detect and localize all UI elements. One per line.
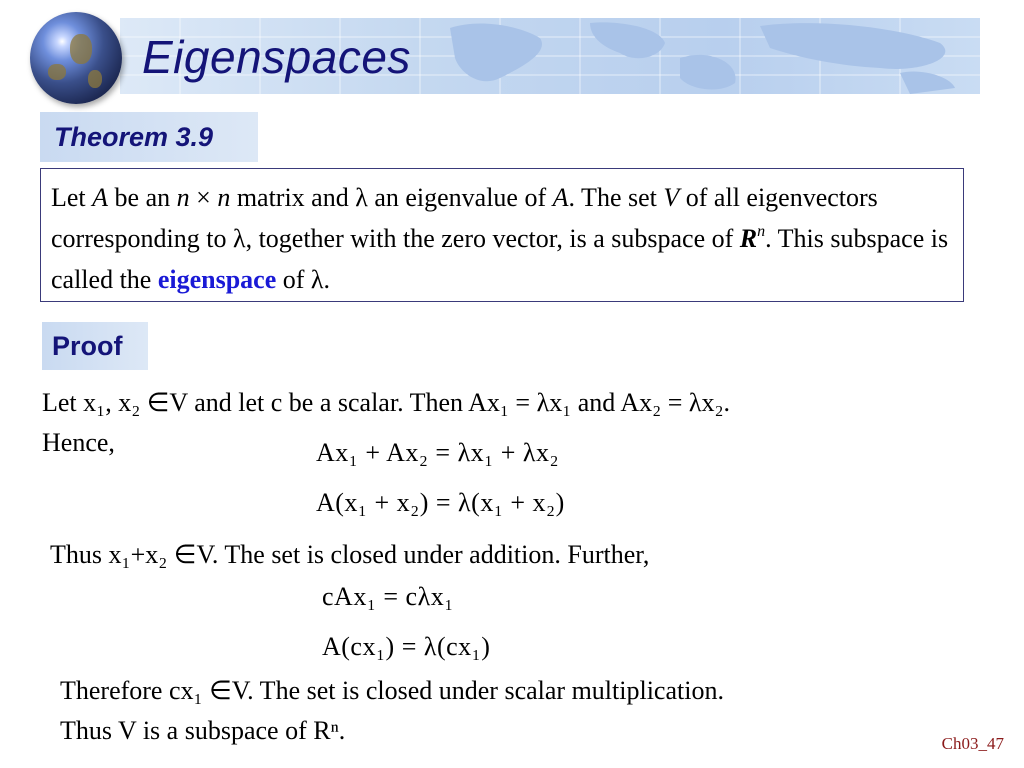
theorem-real-space: R [739, 224, 758, 253]
theorem-var: n [217, 183, 231, 212]
theorem-text: matrix and λ an eigenvalue of [230, 183, 553, 212]
equation-4: A(cx₁) = λ(cx₁) [322, 632, 491, 661]
proof-line-2: Hence, [42, 428, 115, 457]
theorem-text: × [189, 183, 218, 212]
theorem-text: . The set [568, 183, 664, 212]
slide-title: Eigenspaces [142, 31, 411, 83]
theorem-var: V [663, 183, 680, 212]
equation-2: A(x₁ + x₂) = λ(x₁ + x₂) [316, 488, 565, 517]
theorem-text: be an [108, 183, 177, 212]
theorem-text: . This subspace is called the [51, 224, 949, 294]
theorem-label: Theorem 3.9 [40, 112, 258, 162]
globe-icon [30, 12, 122, 104]
proof-label: Proof [42, 322, 148, 370]
eigenspace-keyword: eigenspace [157, 265, 277, 294]
theorem-text: of all eigenvectors corresponding to λ, together with the zero vector, is a subspace of [51, 183, 878, 253]
proof-line-3: Thus x₁+x₂ ∈V. The set is closed under addition. Further, [50, 540, 650, 569]
slide-number: Ch03_47 [941, 734, 1004, 753]
proof-line-4: Therefore cx₁ ∈V. The set is closed under scalar multiplication. [60, 676, 724, 705]
theorem-box [40, 168, 964, 302]
proof-line-1: Let x₁, x₂ ∈V and let c be a scalar. Then Ax₁ = λx₁ and Ax₂ = λx₂. [42, 388, 731, 417]
equation-3: cAx₁ = cλx₁ [322, 582, 454, 611]
theorem-var: n [176, 183, 190, 212]
theorem-superscript: n [757, 223, 766, 240]
proof-line-5: Thus V is a subspace of Rⁿ. [60, 716, 346, 745]
theorem-text: of λ. [276, 265, 331, 294]
theorem-text: Let [51, 183, 93, 212]
theorem-var: A [92, 183, 109, 212]
theorem-var: A [552, 183, 569, 212]
equation-1: Ax₁ + Ax₂ = λx₁ + λx₂ [316, 438, 560, 467]
